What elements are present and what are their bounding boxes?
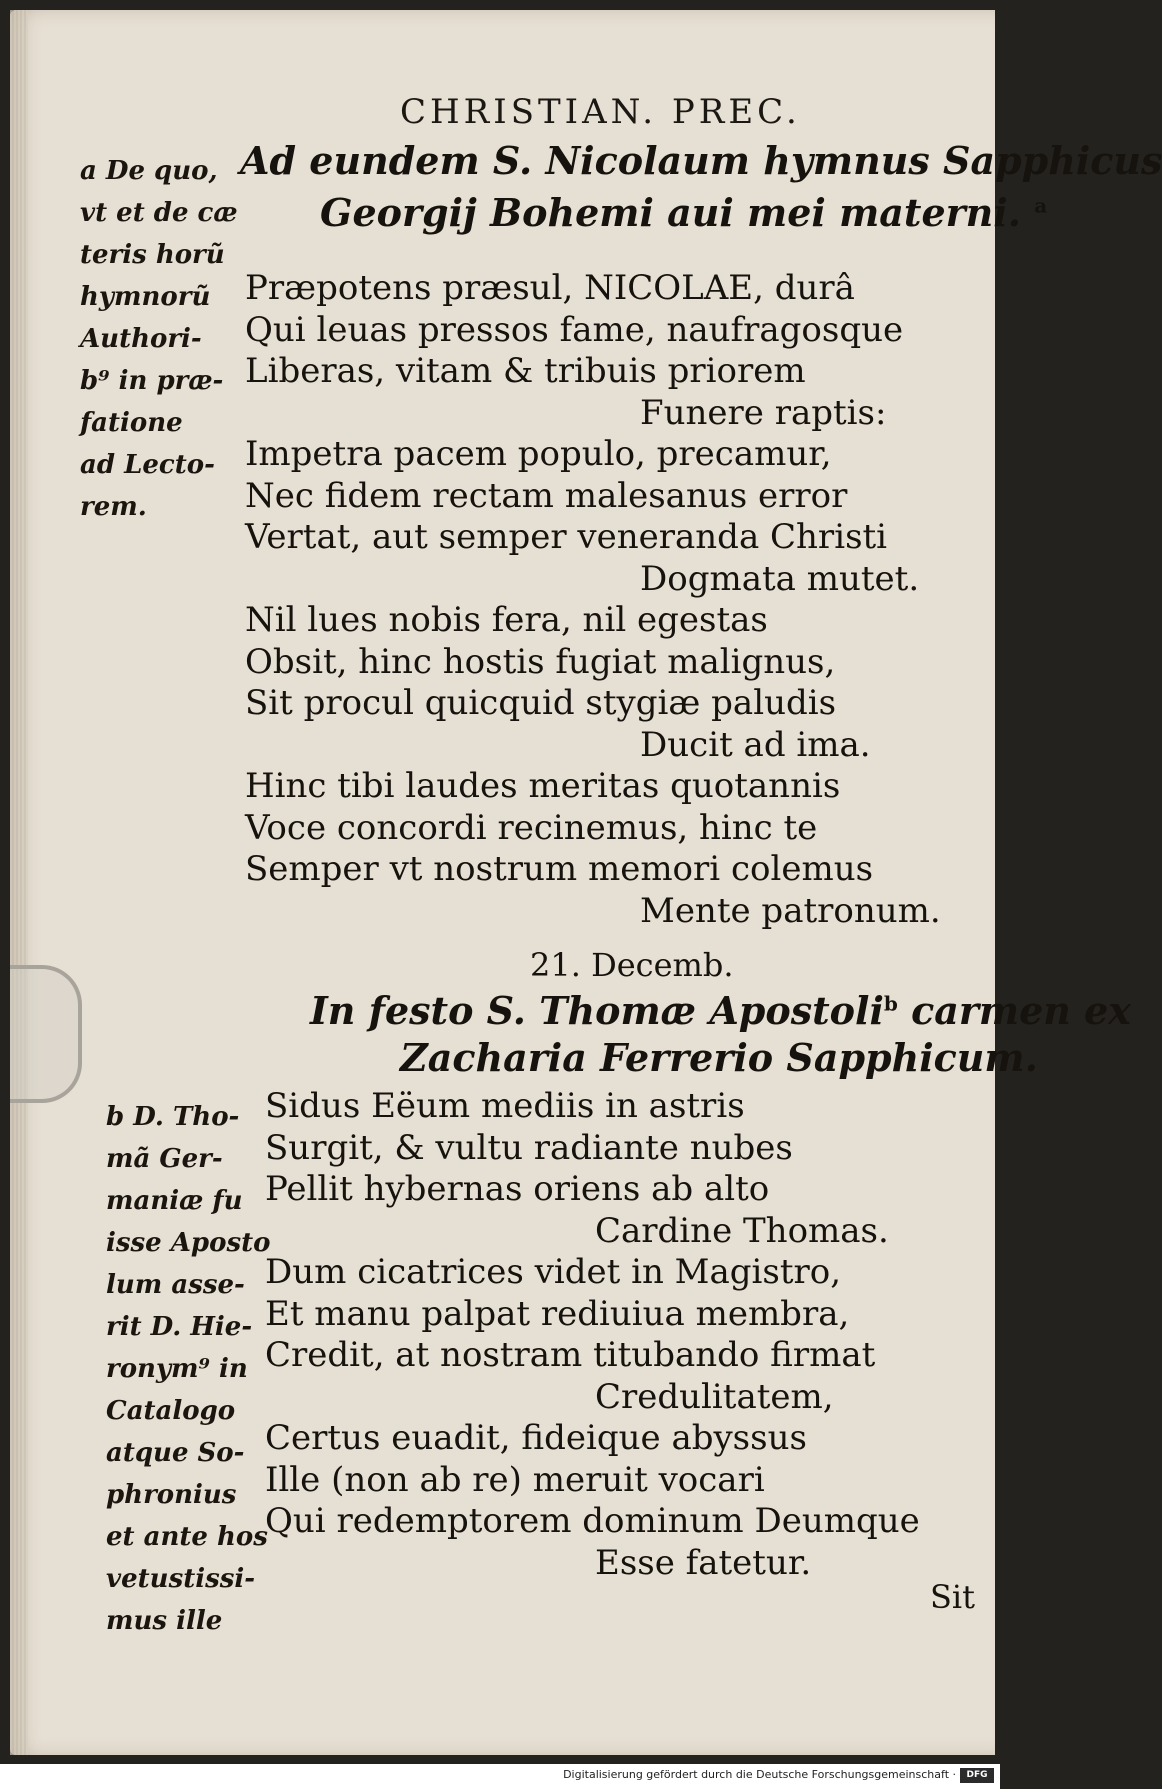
hymn2-verse-line: Dum cicatrices videt in Magistro, [265, 1252, 842, 1292]
margin-note-line: mus ille [106, 1606, 223, 1636]
margin-note-line: mã Ger- [106, 1144, 223, 1174]
margin-note-line: Authori- [80, 324, 202, 354]
hymn2-verse-line: Et manu palpat rediuiua membra, [265, 1293, 850, 1334]
hymn1-verse-line: Dogmata mutet. [640, 558, 920, 599]
margin-note-line: atque So- [106, 1438, 245, 1468]
margin-note-line: maniæ fu [106, 1186, 243, 1216]
margin-note-line: b⁹ in præ- [80, 366, 224, 396]
margin-note-line: rit D. Hie- [106, 1312, 253, 1342]
margin-note-line: vetustissi- [106, 1564, 256, 1594]
margin-note-line: teris horũ [80, 240, 225, 270]
margin-note-line: fatione [80, 408, 183, 438]
page-edge [10, 10, 28, 1755]
hymn2-verse-line: Sidus Eëum mediis in astris [265, 1086, 745, 1126]
hymn2-verse-line: Cardine Thomas. [595, 1210, 889, 1251]
note-mark-a: a [1034, 193, 1048, 218]
hymn2-title-line2: Zacharia Ferrerio Sapphicum. [400, 1035, 1038, 1080]
dfg-logo: DFG [960, 1768, 994, 1783]
hymn1-verses [245, 268, 941, 932]
margin-note-line: isse Apostо [106, 1228, 271, 1258]
margin-note-line: ronym⁹ in [106, 1354, 248, 1384]
margin-note-line: a De quo, [80, 156, 218, 186]
hymn1-verse-line: Voce concordi recinemus, hinc te [245, 807, 818, 848]
page-clip [10, 965, 82, 1103]
hymn2-verse-line: Qui redemptorem dominum Deumque [265, 1501, 920, 1541]
hymn1-verse-line: Semper vt nostrum memori colemus [245, 849, 874, 889]
hymn1-verse-line: Vertat, aut semper veneranda Christi [245, 517, 888, 557]
hymn2-verse-line: Credulitatem, [595, 1376, 834, 1417]
footer-credit: Digitalisierung gefördert durch die Deutsche Forschungsgemeinschaft · [563, 1768, 956, 1781]
margin-note-line: b D. Tho- [106, 1102, 240, 1132]
hymn1-title-line2: Georgij Bohemi aui mei materni. $^a$ [320, 190, 1048, 235]
hymn1-verse-line: Sit procul quicquid stygiæ paludis [245, 683, 837, 723]
hymn2-verse-line: Credit, at nostram titubando firmat [265, 1335, 876, 1375]
hymn1-title-line1: Ad eundem S. Nicolaum hymnus Sapphicus [240, 138, 1162, 183]
margin-note-line: rem. [80, 492, 147, 522]
hymn1-verse-line: Præpotens præsul, NICOLAE, durâ [245, 268, 855, 308]
hymn2-verses [265, 1086, 920, 1584]
margin-note-line: hymnorũ [80, 282, 211, 312]
running-head: CHRISTIAN. PREC. [400, 92, 801, 132]
hymn2-verse-line: Ille (non ab re) meruit vocari [265, 1459, 765, 1500]
margin-note-b [106, 1096, 270, 1642]
book-page [10, 10, 1162, 1755]
hymn1-verse-line: Nil lues nobis fera, nil egestas [245, 600, 768, 640]
feast-date: 21. Decemb. [530, 946, 734, 984]
hymn1-verse-line: Ducit ad ima. [640, 724, 871, 765]
margin-note-line: lum asse- [106, 1270, 245, 1300]
hymn2-verse-line: Esse fatetur. [595, 1542, 812, 1583]
hymn1-verse-line: Obsit, hinc hostis fugiat malignus, [245, 641, 836, 682]
catchword: Sit [930, 1578, 976, 1616]
hymn1-verse-line: Nec fidem rectam malesanus error [245, 475, 848, 516]
hymn2-verse-line: Certus euadit, fideique abyssus [265, 1418, 807, 1458]
hymn1-verse-line: Funere raptis: [640, 392, 887, 433]
hymn1-verse-line: Mente patronum. [640, 890, 941, 931]
hymn2-title-line1: In festo S. Thomæ Apostoli$^b$ carmen ex [310, 988, 1131, 1033]
hymn2-verse-line: Surgit, & vultu radiante nubes [265, 1127, 793, 1168]
margin-note-line: vt et de cæ [80, 198, 238, 228]
hymn1-verse-line: Qui leuas pressos fame, naufragosque [245, 309, 904, 350]
hymn1-verse-line: Liberas, vitam & tribuis priorem [245, 351, 806, 391]
hymn1-verse-line: Impetra pacem populo, precamur, [245, 434, 832, 474]
hymn2-verse-line: Pellit hybernas oriens ab alto [265, 1169, 770, 1209]
hymn1-verse-line: Hinc tibi laudes meritas quotannis [245, 766, 841, 806]
footer-bar [0, 1764, 1000, 1789]
note-mark-b: b [883, 991, 898, 1016]
margin-note-line: Catalogo [106, 1396, 236, 1426]
margin-note-a [80, 150, 238, 528]
margin-note-line: et ante hos [106, 1522, 268, 1552]
margin-note-line: ad Lecto- [80, 450, 215, 480]
margin-note-line: phronius [106, 1480, 237, 1510]
